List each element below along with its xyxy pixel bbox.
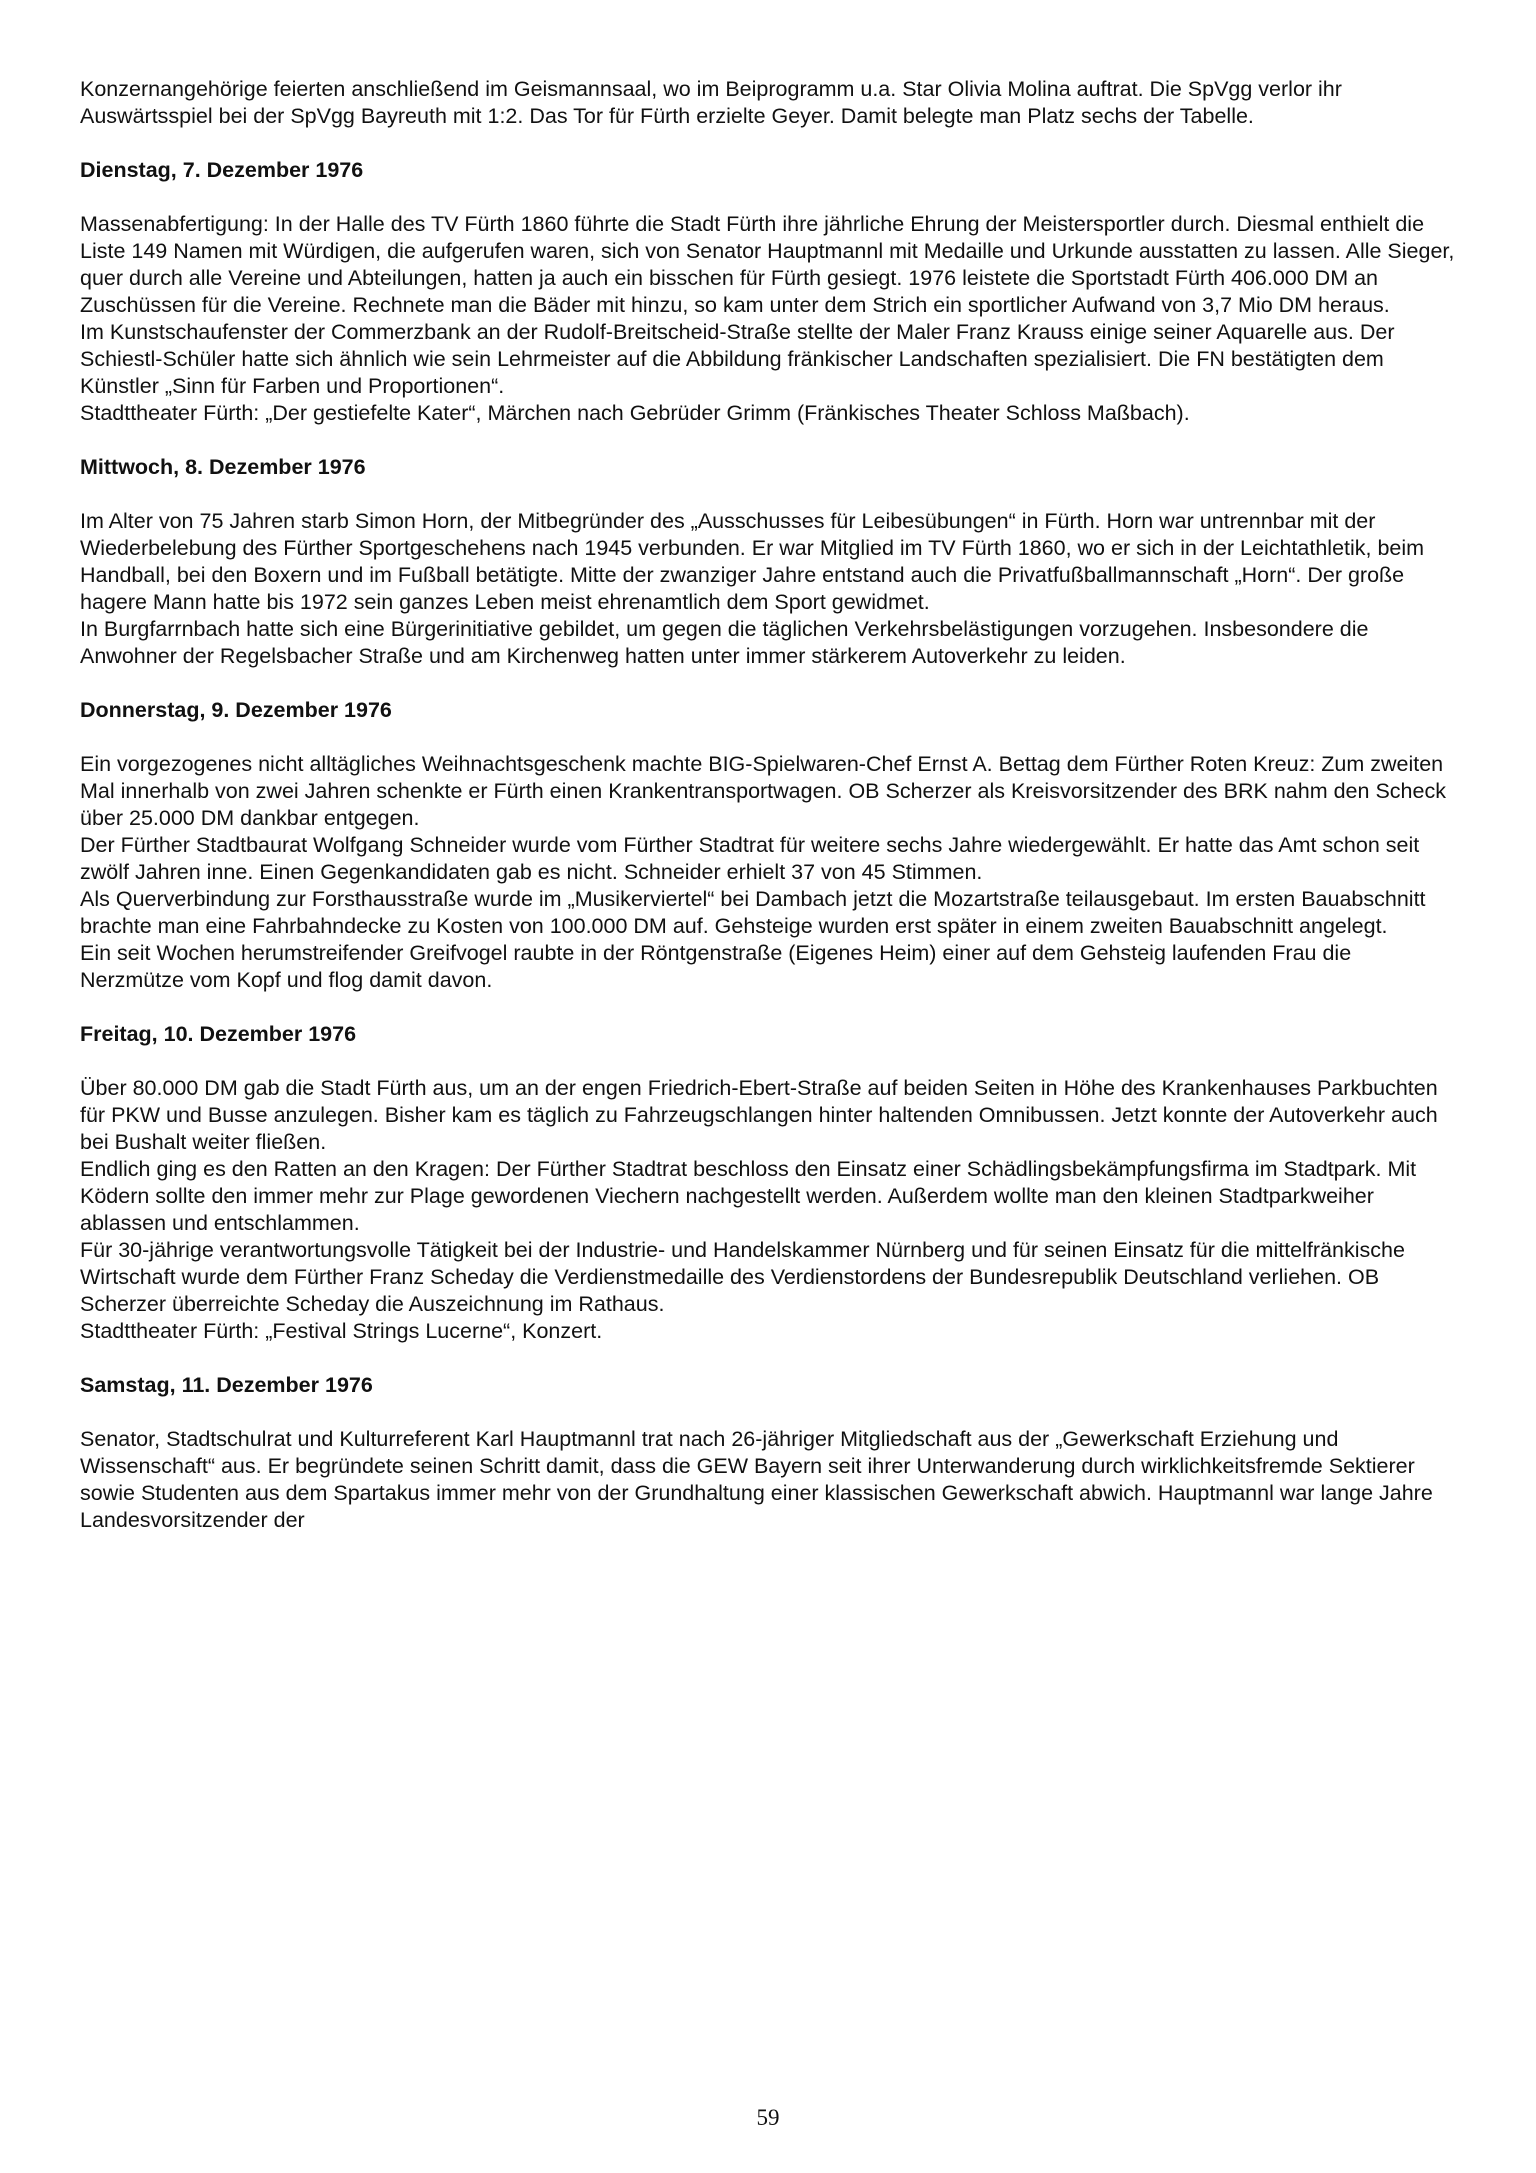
news-paragraph: Über 80.000 DM gab die Stadt Fürth aus, um an der engen Friedrich-Ebert-Straße auf beiden Seiten in Höhe des Krankenhauses Parkbuchten für PKW und Busse anzulegen. Bisher kam es täglich zu Fahrzeugschlangen hinter haltenden Omnibussen. Jetzt konnte der Autoverkehr auch bei Bushalt weiter fließen. — [80, 1076, 1438, 1154]
news-paragraph: In Burgfarrnbach hatte sich eine Bürgerinitiative gebildet, um gegen die täglichen Verkehrsbelästigungen vorzugehen. Insbesondere die Anwohner der Regelsbacher Straße und am Kirchenweg hatten unter immer stärkerem Autoverkehr zu leiden. — [80, 617, 1369, 668]
news-paragraph: Als Querverbindung zur Forsthausstraße wurde im „Musikerviertel“ bei Dambach jetzt die Mozartstraße teilausgebaut. Im ersten Bauabschnitt brachte man eine Fahrbahndecke zu Kosten von 100.000 DM auf. Gehsteige wurden erst später in einem zweiten Bauabschnitt angelegt. — [80, 887, 1426, 938]
news-paragraph: Im Kunstschaufenster der Commerzbank an der Rudolf-Breitscheid-Straße stellte der Maler Franz Krauss einige seiner Aquarelle aus. Der Schiestl-Schüler hatte sich ähnlich wie sein Lehrmeister auf die Abbildung fränkischer Landschaften spezialisiert. Die FN bestätigten dem Künstler „Sinn für Farben und Proportionen“. — [80, 320, 1395, 398]
document-content — [80, 76, 1458, 1534]
day-heading: Dienstag, 7. Dezember 1976 — [80, 158, 364, 182]
day-heading: Donnerstag, 9. Dezember 1976 — [80, 698, 392, 722]
news-paragraph: Im Alter von 75 Jahren starb Simon Horn, der Mitbegründer des „Ausschusses für Leibesübungen“ in Fürth. Horn war untrennbar mit der Wiederbelebung des Fürther Sportgeschehens nach 1945 verbunden. Er war Mitglied im TV Fürth 1860, wo er sich in der Leichtathletik, beim Handball, bei den Boxern und im Fußball betätigte. Mitte der zwanziger Jahre entstand auch die Privatfußballmannschaft „Horn“. Der große hagere Mann hatte bis 1972 sein ganzes Leben meist ehrenamtlich dem Sport gewidmet. — [80, 509, 1425, 614]
news-paragraph: Ein vorgezogenes nicht alltägliches Weihnachtsgeschenk machte BIG-Spielwaren-Chef Ernst A. Bettag dem Fürther Roten Kreuz: Zum zweiten Mal innerhalb von zwei Jahren schenkte er Fürth einen Krankentransportwagen. OB Scherzer als Kreisvorsitzender des BRK nahm den Scheck über 25.000 DM dankbar entgegen. — [80, 752, 1446, 830]
news-paragraph: Der Fürther Stadtbaurat Wolfgang Schneider wurde vom Fürther Stadtrat für weitere sechs Jahre wiedergewählt. Er hatte das Amt schon seit zwölf Jahren inne. Einen Gegenkandidaten gab es nicht. Schneider erhielt 37 von 45 Stimmen. — [80, 833, 1420, 884]
news-paragraph: Senator, Stadtschulrat und Kulturreferent Karl Hauptmannl trat nach 26-jähriger Mitgliedschaft aus der „Gewerkschaft Erziehung und Wissenschaft“ aus. Er begründete seinen Schritt damit, dass die GEW Bayern seit ihrer Unterwanderung durch wirklichkeitsfremde Sektierer sowie Studenten aus dem Spartakus immer mehr von der Grundhaltung einer klassischen Gewerkschaft abwich. Hauptmannl war lange Jahre Landesvorsitzender der — [80, 1427, 1433, 1532]
news-paragraph: Für 30-jährige verantwortungsvolle Tätigkeit bei der Industrie- und Handelskammer Nürnberg und für seinen Einsatz für die mittelfränkische Wirtschaft wurde dem Fürther Franz Scheday die Verdienstmedaille des Verdienstordens der Bundesrepublik Deutschland verliehen. OB Scherzer überreichte Scheday die Auszeichnung im Rathaus. — [80, 1238, 1405, 1316]
page-number: 59 — [756, 2105, 780, 2130]
day-heading: Freitag, 10. Dezember 1976 — [80, 1022, 357, 1046]
day-heading: Samstag, 11. Dezember 1976 — [80, 1373, 373, 1397]
news-paragraph: Stadttheater Fürth: „Der gestiefelte Kater“, Märchen nach Gebrüder Grimm (Fränkisches Theater Schloss Maßbach). — [80, 401, 1190, 425]
day-heading: Mittwoch, 8. Dezember 1976 — [80, 455, 366, 479]
news-paragraph: Endlich ging es den Ratten an den Kragen: Der Fürther Stadtrat beschloss den Einsatz einer Schädlingsbekämpfungsfirma im Stadtpark. Mit Ködern sollte den immer mehr zur Plage gewordenen Viechern nachgestellt werden. Außerdem wollte man den kleinen Stadtparkweiher ablassen und entschlammen. — [80, 1157, 1417, 1235]
news-paragraph: Massenabfertigung: In der Halle des TV Fürth 1860 führte die Stadt Fürth ihre jährliche Ehrung der Meistersportler durch. Diesmal enthielt die Liste 149 Namen mit Würdigen, die aufgerufen waren, sich von Senator Hauptmannl mit Medaille und Urkunde ausstatten zu lassen. Alle Sieger, quer durch alle Vereine und Abteilungen, hatten ja auch ein bisschen für Fürth gesiegt. 1976 leistete die Sportstadt Fürth 406.000 DM an Zuschüssen für die Vereine. Rechnete man die Bäder mit hinzu, so kam unter dem Strich ein sportlicher Aufwand von 3,7 Mio DM heraus. — [80, 212, 1455, 317]
news-paragraph: Stadttheater Fürth: „Festival Strings Lucerne“, Konzert. — [80, 1319, 603, 1343]
news-paragraph: Ein seit Wochen herumstreifender Greifvogel raubte in der Röntgenstraße (Eigenes Heim) einer auf dem Gehsteig laufenden Frau die Nerzmütze vom Kopf und flog damit davon. — [80, 941, 1352, 992]
intro-paragraph: Konzernangehörige feierten anschließend im Geismannsaal, wo im Beiprogramm u.a. Star Olivia Molina auftrat. Die SpVgg verlor ihr Auswärtsspiel bei der SpVgg Bayreuth mit 1:2. Das Tor für Fürth erzielte Geyer. Damit belegte man Platz sechs der Tabelle. — [80, 77, 1342, 128]
